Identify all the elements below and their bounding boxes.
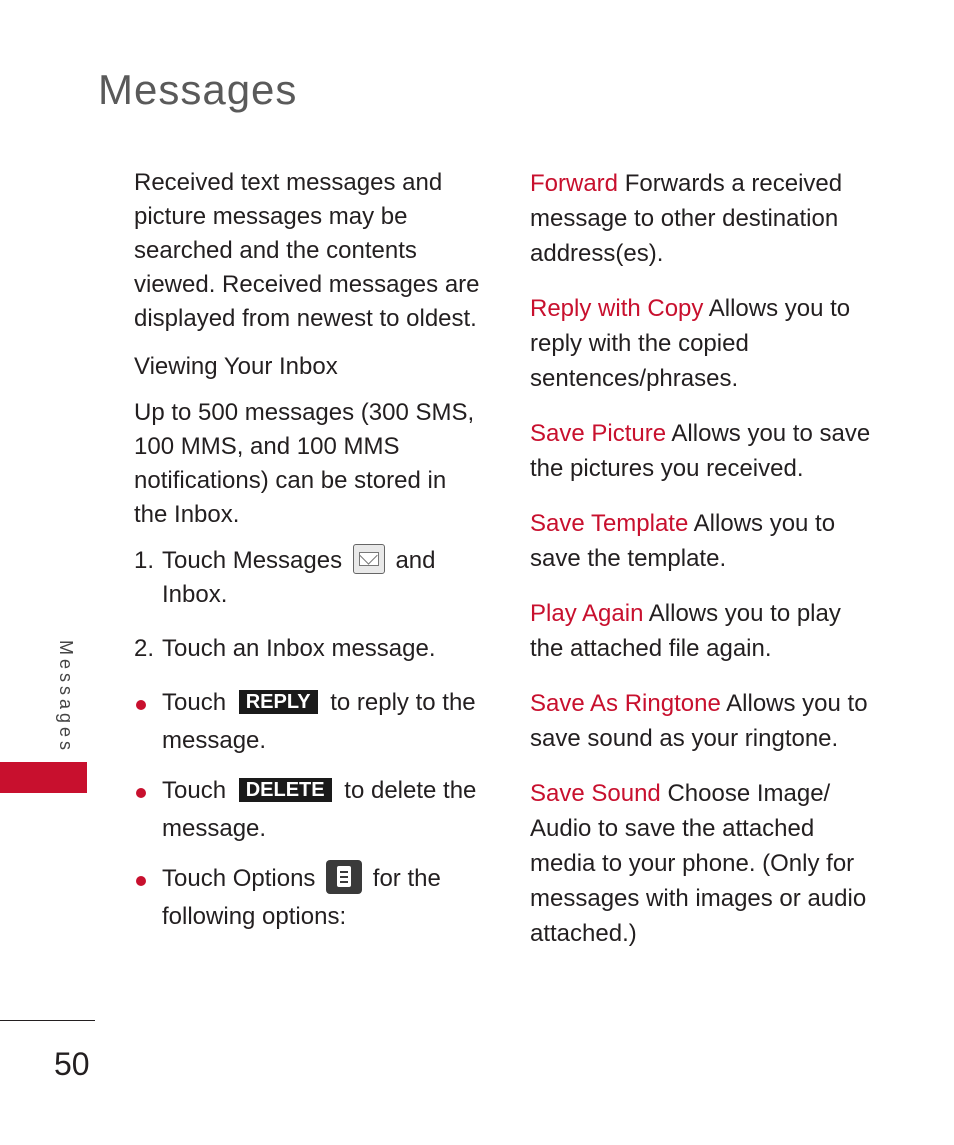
option-desc: Allows you to save the pictures you received. <box>530 420 871 482</box>
bullet-text: for the following options: <box>162 865 441 930</box>
option-term: Forward <box>530 170 619 197</box>
step-1 <box>134 544 484 612</box>
option-save-picture <box>530 416 875 486</box>
bullet-dot <box>136 700 146 710</box>
section-tab-marker <box>0 762 87 793</box>
step-text: . <box>220 581 228 608</box>
option-term: Save As Ringtone <box>530 690 721 717</box>
options-menu-icon[interactable] <box>326 860 362 894</box>
bullet-text: Touch <box>162 865 233 892</box>
page-number: 50 <box>54 1046 90 1082</box>
option-term: Play Again <box>530 600 644 627</box>
option-desc: Allows you to save the template. <box>530 510 836 572</box>
left-column <box>134 166 484 936</box>
section-heading: Viewing Your Inbox <box>134 353 338 380</box>
messages-term: Messages <box>232 547 343 574</box>
option-term: Save Template <box>530 510 689 537</box>
bullet-text: to reply to the message. <box>162 689 476 754</box>
image-term: Image <box>756 780 824 807</box>
intro-paragraph: Received text messages and picture messages may be searched and the contents viewed. Received messages are displayed from newest to oldest. <box>134 169 480 332</box>
option-desc: Forwards a received message to other destination address(es). <box>530 170 843 267</box>
options-term: Options <box>232 865 316 892</box>
bullet-text: Touch <box>162 777 233 804</box>
step-number: 1. <box>134 547 155 574</box>
bullet-text: to delete the message. <box>162 777 477 842</box>
option-desc: to save the attached media to your phone. (Only for messages with images or audio attached.) <box>530 815 867 947</box>
option-desc: Allows you to play the attached file again. <box>530 600 841 662</box>
option-reply-with-copy <box>530 291 875 396</box>
option-desc: Allows you to reply with the copied sentences/phrases. <box>530 295 851 392</box>
step-text: and <box>388 547 436 574</box>
bullet-delete <box>134 772 484 848</box>
step-number: 2. <box>134 635 155 662</box>
right-column <box>530 166 875 971</box>
option-save-as-ringtone <box>530 686 875 756</box>
inbox-term: Inbox <box>162 581 221 608</box>
footer-divider <box>0 1020 95 1021</box>
option-term: Reply with Copy <box>530 295 704 322</box>
step-text: Touch an Inbox message. <box>162 635 436 662</box>
option-term: Save Picture <box>530 420 667 447</box>
step-text: Touch <box>162 547 233 574</box>
reply-button[interactable]: REPLY <box>239 690 318 714</box>
option-term: Save Sound <box>530 780 661 807</box>
section-body: Up to 500 messages (300 SMS, 100 MMS, and 100 MMS notifications) can be stored in the Inbox. <box>134 399 475 528</box>
bullet-text: Touch <box>162 689 233 716</box>
audio-term: Audio <box>530 815 592 842</box>
side-section-label: Messages <box>56 640 76 755</box>
envelope-icon <box>353 544 385 574</box>
option-play-again <box>530 596 875 666</box>
bullet-dot <box>136 876 146 886</box>
step-2 <box>134 632 484 666</box>
option-desc: Choose <box>660 780 757 807</box>
option-forward <box>530 166 875 271</box>
option-save-sound <box>530 776 875 951</box>
option-save-template <box>530 506 875 576</box>
page-title: Messages <box>98 66 298 113</box>
bullet-options <box>134 860 484 936</box>
option-desc: Allows you to save sound as your ringtone. <box>530 690 868 752</box>
delete-button[interactable]: DELETE <box>239 778 332 802</box>
option-desc: / <box>823 780 831 807</box>
bullet-reply <box>134 684 484 760</box>
bullet-dot <box>136 788 146 798</box>
